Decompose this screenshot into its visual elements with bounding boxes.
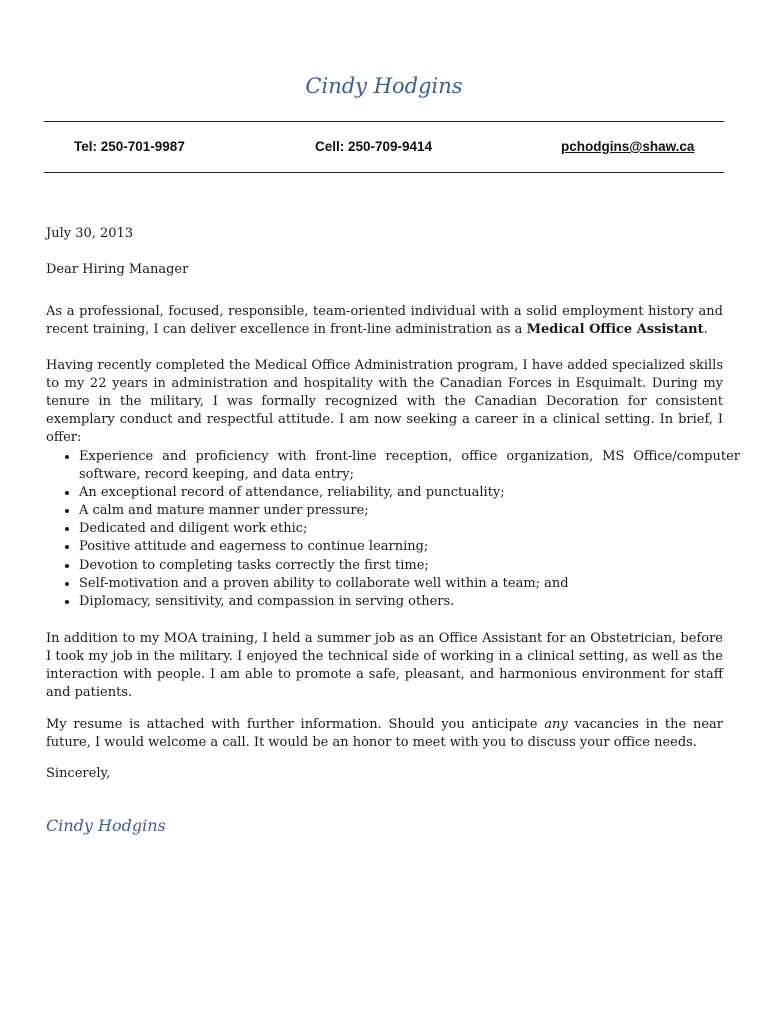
list-item: • Dedicated and diligent work ethic; xyxy=(79,520,740,538)
letterhead-name: Cindy Hodgins xyxy=(305,74,463,98)
list-item: • Diplomacy, sensitivity, and compassion in serving others. xyxy=(79,593,740,611)
contact-cell: Cell: 250-709-9414 xyxy=(315,139,433,154)
letter-salutation: Dear Hiring Manager xyxy=(46,262,189,277)
paragraph-intro xyxy=(46,303,723,339)
offer-list xyxy=(62,448,740,611)
list-item: • Positive attitude and eagerness to continue learning; xyxy=(79,538,740,556)
paragraph-intro-end: . xyxy=(703,322,708,337)
list-item: • An exceptional record of attendance, reliability, and punctuality; xyxy=(79,484,740,502)
paragraph-closing-end: vacancies in the near future, I would welcome a call. It would be an honor to meet with you to discuss your office needs. xyxy=(46,717,724,750)
paragraph-closing xyxy=(46,716,723,752)
position-title: Medical Office Assistant xyxy=(526,322,704,337)
list-item: • Self-motivation and a proven ability to collaborate well within a team; and xyxy=(79,575,740,593)
letter-closing: Sincerely, xyxy=(46,766,111,781)
paragraph-closing-start: My resume is attached with further information. Should you anticipate xyxy=(46,717,545,732)
list-item: • Experience and proficiency with front-line reception, office organization, MS Office/computer software, record keeping, and data entry; xyxy=(79,448,740,484)
letter-date: July 30, 2013 xyxy=(46,226,134,241)
list-item: • A calm and mature manner under pressure; xyxy=(79,502,740,520)
contact-telephone: Tel: 250-701-9987 xyxy=(74,139,185,154)
emphasis-any: any xyxy=(544,717,568,732)
header-top-rule xyxy=(44,121,724,122)
paragraph-experience: In addition to my MOA training, I held a summer job as an Office Assistant for an Obstetrician, before I took my job in the military. I enjoyed the technical side of working in a clinical setting, as well as the interaction with people. I am able to promote a safe, pleasant, and harmonious environment for staff and patients. xyxy=(46,631,723,700)
header-bottom-rule xyxy=(44,172,724,173)
list-item: • Devotion to completing tasks correctly the first time; xyxy=(79,557,740,575)
paragraph-intro-text: As a professional, focused, responsible, team-oriented individual with a solid employment history and recent training, I can deliver excellence in front-line administration as a xyxy=(46,304,723,337)
signature: Cindy Hodgins xyxy=(46,816,166,835)
contact-email-link[interactable]: pchodgins@shaw.ca xyxy=(561,139,695,154)
paragraph-background: Having recently completed the Medical Office Administration program, I have added specialized skills to my 22 years in administration and hospitality with the Canadian Forces in Esquimalt. During my tenure in the military, I was formally recognized with the Canadian Decoration for consistent exemplary conduct and respectful attitude. I am now seeking a career in a clinical setting. In brief, I offer: xyxy=(46,358,723,445)
